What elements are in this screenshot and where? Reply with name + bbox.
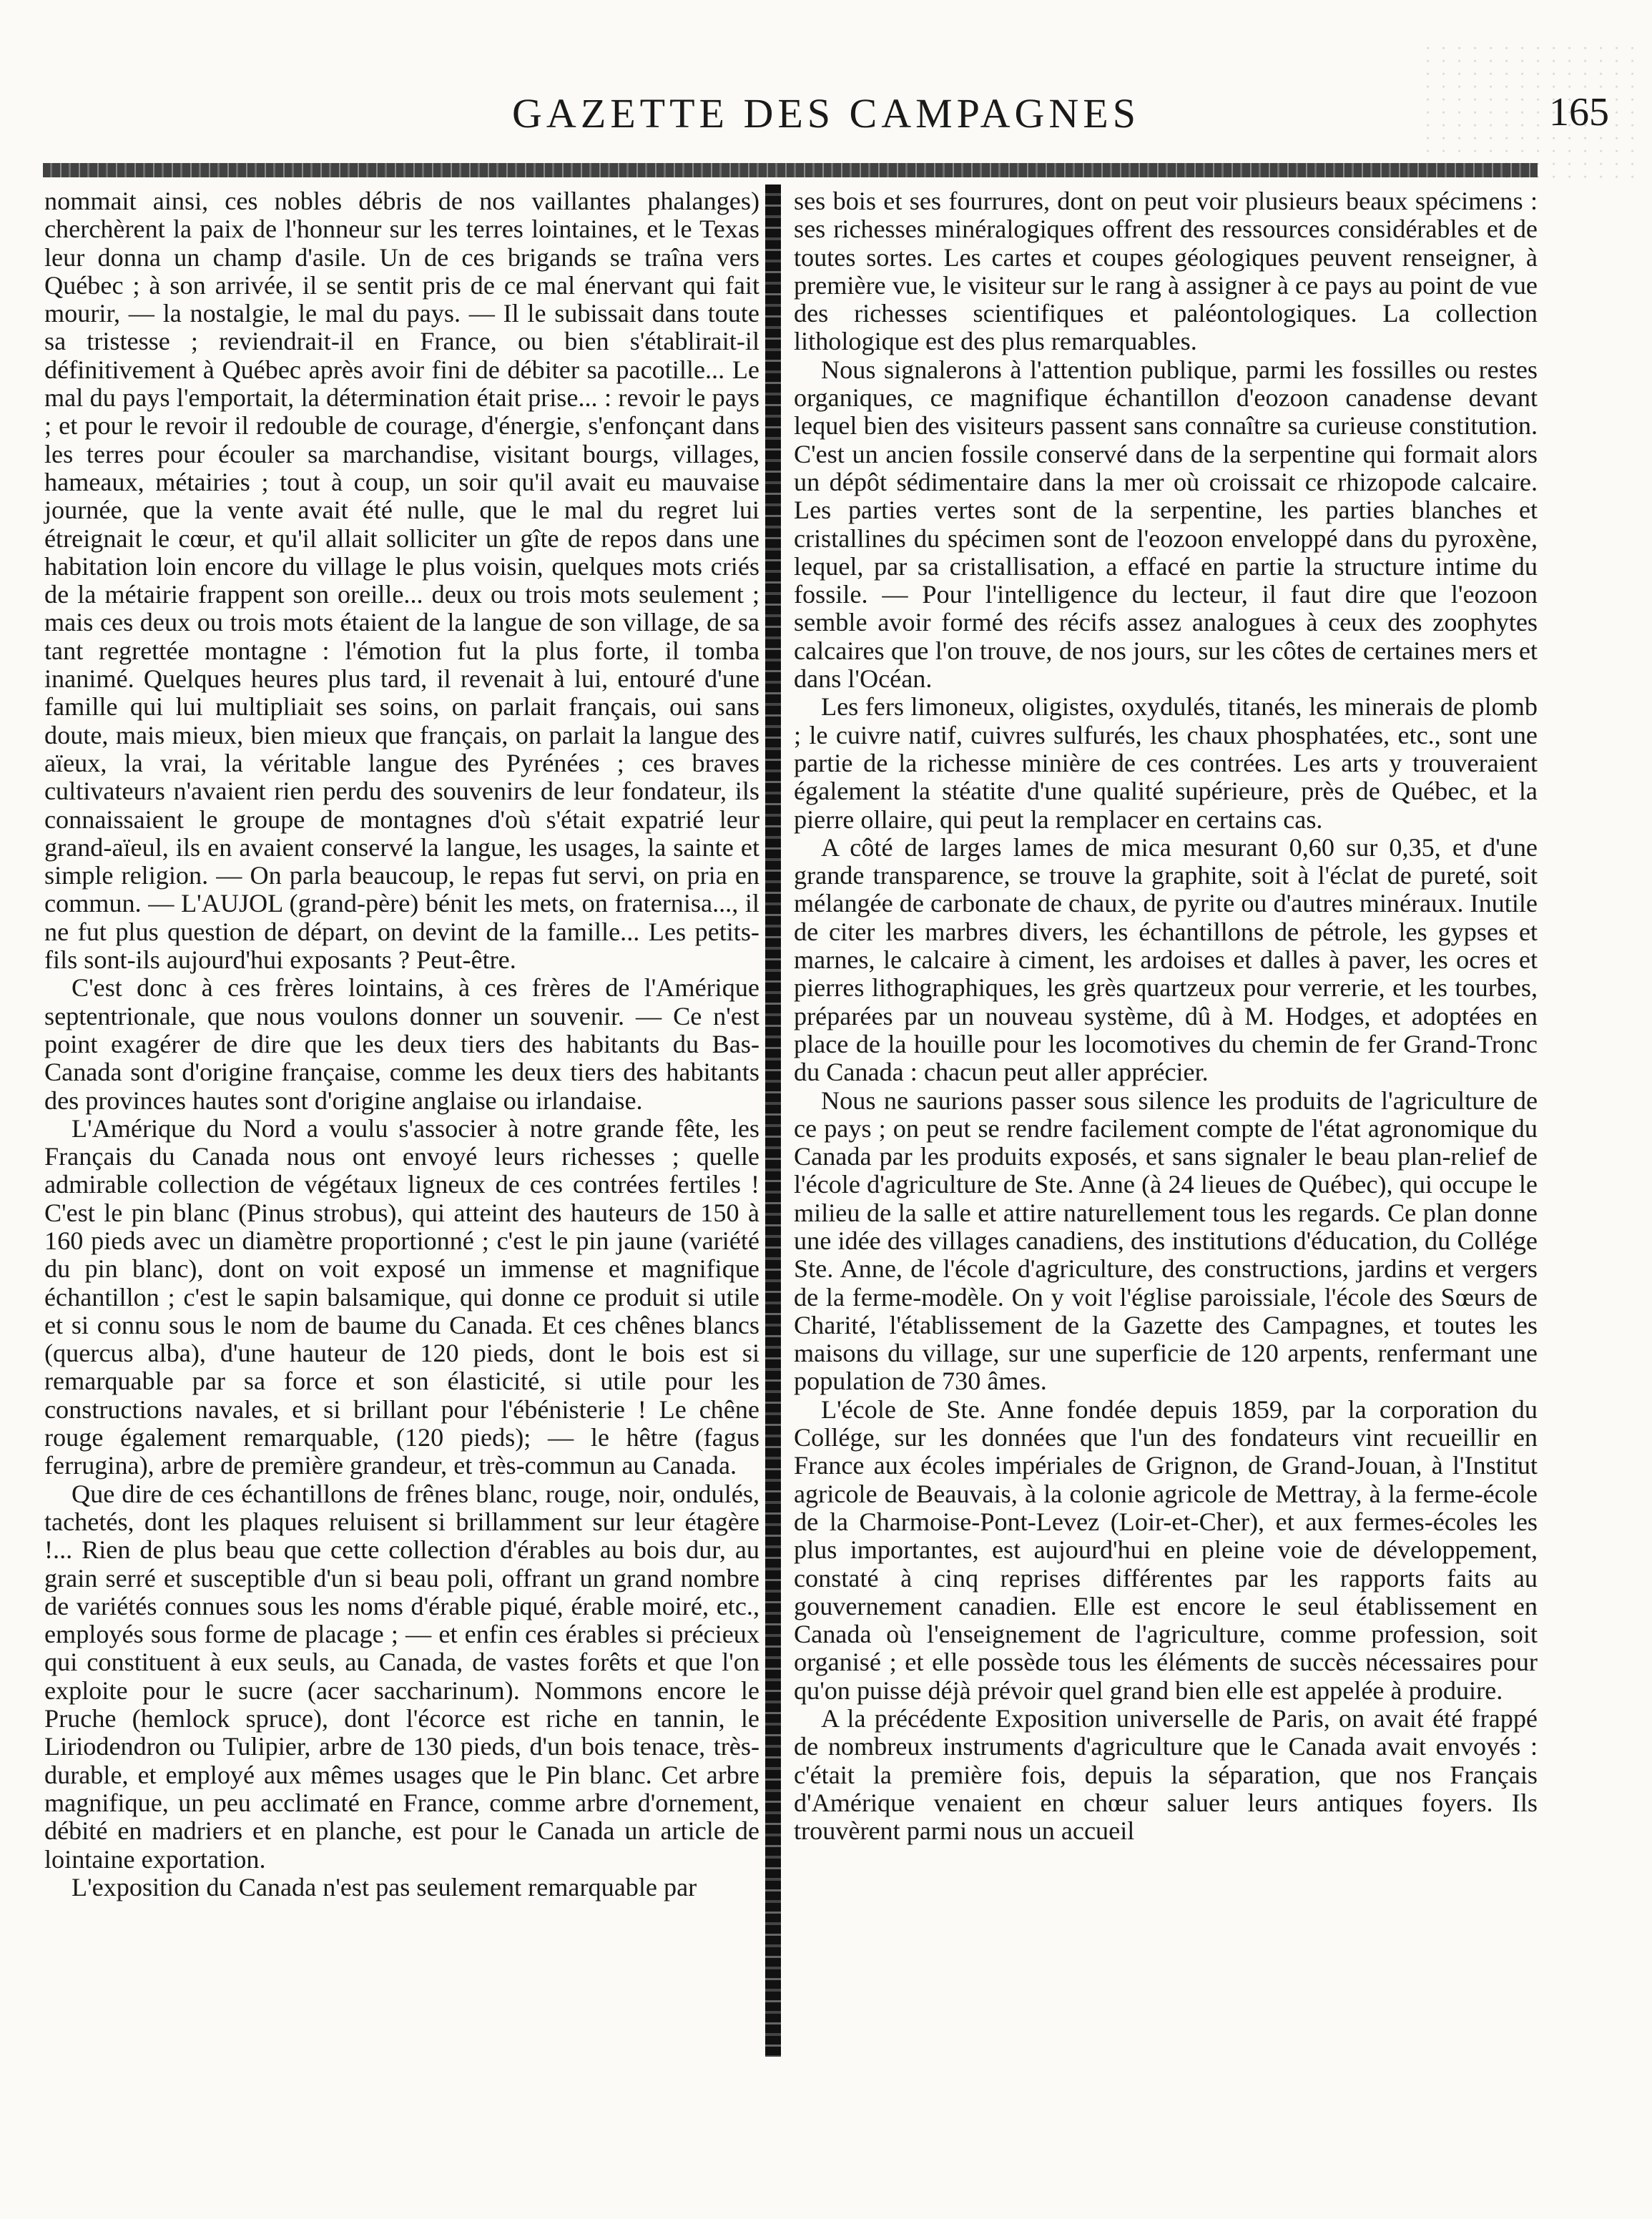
- paragraph: Nous ne saurions passer sous silence les produits de l'agriculture de ce pays ; on peut se rendre facilement compte de l'état agronomique du Canada par les produits exposés, et sans signaler le beau plan-relief de l'école d'agriculture de Ste. Anne (à 24 lieues de Québec), qui occupe le milieu de la salle et attire naturellement tous les regards. Ce plan donne une idée des villages canadiens, des institutions d'éducation, du Collége Ste. Anne, de l'école d'agriculture, des constructions, jardins et vergers de la ferme-modèle. On y voit l'église paroissiale, l'école des Sœurs de Charité, l'établissement de la Gazette des Campagnes, et toutes les maisons du village, sur une superficie de 120 arpents, renfermant une population de 730 âmes.: [794, 1086, 1538, 1396]
- column-divider-ornament: [765, 184, 781, 2057]
- paragraph: nommait ainsi, ces nobles débris de nos vaillantes phalanges) cherchèrent la paix de l'honneur sur les terres lointaines, et le Texas leur donna un champ d'asile. Un de ces brigands se traîna vers Québec ; à son arrivée, il se sentit pris de ce mal énervant qui fait mourir, — la nostalgie, le mal du pays. — Il le subissait dans toute sa tristesse ; reviendrait-il en France, ou bien s'établirait-il définitivement à Québec après avoir fini de débiter sa pacotille... Le mal du pays l'emportait, la détermination était prise... : revoir le pays ; et pour le revoir il redouble de courage, d'énergie, s'enfonçant dans les terres pour écouler sa marchandise, visitant bourgs, villages, hameaux, métairies ; tout à coup, un soir qu'il avait eu mauvaise journée, que la vente avait été nulle, que le mal du regret lui étreignait le cœur, et qu'il allait solliciter un gîte de repos dans une habitation loin encore du village le plus voisin, quelques mots criés de la métairie frappent son oreille... deux ou trois mots seulement ; mais ces deux ou trois mots étaient de la langue de son village, de sa tant regrettée montagne : l'émotion fut la plus forte, il tomba inanimé. Quelques heures plus tard, il revenait à lui, entouré d'une famille qui lui multipliait ses soins, on parlait français, oui sans doute, mais mieux, bien mieux que français, on parlait la langue des aïeux, la vrai, la véritable langue des Pyrénées ; ces braves cultivateurs n'avaient rien perdu des souvenirs de leur fondateur, ils connaissaient le groupe de montagnes d'où s'était expatrié leur grand-aïeul, ils en avaient conservé la langue, les usages, la sainte et simple religion. — On parla beaucoup, le repas fut servi, on pria en commun. — L'AUJOL (grand-père) bénit les mets, on fraternisa..., il ne fut plus question de départ, on devint de la famille... Les petits-fils sont-ils aujourd'hui exposants ? Peut-être.: [44, 187, 759, 975]
- page-header: [43, 89, 1609, 147]
- paragraph: ses bois et ses fourrures, dont on peut voir plusieurs beaux spécimens : ses richesses minéralogiques offrent des ressources considérables et de toutes sortes. Les cartes et coupes géologiques peuvent renseigner, à première vue, le visiteur sur le rang à assigner à ce pays au point de vue des richesses scientifiques et paléontologiques. La collection lithologique est des plus remarquables.: [794, 187, 1538, 356]
- page-number: 165: [1549, 90, 1609, 134]
- paragraph: L'exposition du Canada n'est pas seulement remarquable par: [72, 1872, 697, 1901]
- header-ornamental-rule: [43, 163, 1538, 177]
- paragraph: Nous signalerons à l'attention publique, parmi les fossilles ou restes organiques, ce magnifique échantillon d'eozoon canadense devant lequel bien des visiteurs passent sans connaître sa curieuse constitution. C'est un ancien fossile conservé dans de la serpentine qui formait alors un dépôt sédimentaire dans la mer où croissait ce rhizopode calcaire. Les parties vertes sont de la serpentine, les parties blanches et cristallines du spécimen sont de l'eozoon enveloppé dans du pyroxène, lequel, par sa cristallisation, a effacé en partie la structure intime du fossile. — Pour l'intelligence du lecteur, il faut dire que l'eozoon semble avoir formé des récifs assez analogues à ceux des zoophytes calcaires que l'on trouve, de nos jours, sur les côtes de certaines mers et dans l'Océan.: [794, 355, 1538, 694]
- left-column: [44, 187, 759, 1901]
- paragraph: A côté de larges lames de mica mesurant 0,60 sur 0,35, et d'une grande transparence, se trouve la graphite, soit à l'éclat de pureté, soit mélangée de carbonate de chaux, de pyrite ou d'autres minéraux. Inutile de citer les marbres divers, les échantillons de pétrole, les gypses et marnes, le calcaire à ciment, les ardoises et dalles à paver, les ocres et pierres lithographiques, les grès quartzeux pour verrerie, et les tourbes, préparées par un nouveau système, dû à M. Hodges, et adoptées en place de la houille pour les locomotives du chemin de fer Grand-Tronc du Canada : chacun peut aller apprécier.: [794, 832, 1538, 1087]
- paragraph: Les fers limoneux, oligistes, oxydulés, titanés, les minerais de plomb ; le cuivre natif, cuivres sulfurés, les chaux phosphatées, etc., sont une partie de la richesse minière de ces contrées. Les arts y trouveraient également la stéatite d'une qualité supérieure, près de Québec, et la pierre ollaire, qui peut la remplacer en certains cas.: [794, 692, 1538, 834]
- paragraph: A la précédente Exposition universelle de Paris, on avait été frappé de nombreux instruments d'agriculture que le Canada avait envoyés : c'était la première fois, depuis la séparation, que nos Français d'Amérique venaient en chœur saluer leurs antiques foyers. Ils trouvèrent parmi nous un accueil: [794, 1704, 1538, 1846]
- paragraph: L'Amérique du Nord a voulu s'associer à notre grande fête, les Français du Canada nous ont envoyé leurs richesses ; quelle admirable collection de végétaux ligneux de ces contrées fertiles ! C'est le pin blanc (Pinus strobus), qui atteint des hauteurs de 150 à 160 pieds avec un diamètre proportionné ; c'est le pin jaune (variété du pin blanc), dont on voit exposé un immense et magnifique échantillon ; c'est le sapin balsamique, qui donne ce produit si utile et si connu sous le nom de baume du Canada. Et ces chênes blancs (quercus alba), d'une hauteur de 120 pieds, dont le bois est si remarquable par sa force et son élasticité, si utile pour les constructions navales, et si brillant pour l'ébénisterie ! Le chêne rouge également remarquable, (120 pieds); — le hêtre (fagus ferrugina), arbre de première grandeur, et très-commun au Canada.: [44, 1113, 759, 1480]
- right-column: [794, 187, 1538, 1846]
- paragraph: C'est donc à ces frères lointains, à ces frères de l'Amérique septentrionale, que nous voulons donner un souvenir. — Ce n'est point exagérer de dire que les deux tiers des habitants du Bas-Canada sont d'origine française, comme les deux tiers des habitants des provinces hautes sont d'origine anglaise ou irlandaise.: [44, 973, 759, 1115]
- paragraph: L'école de Ste. Anne fondée depuis 1859, par la corporation du Collége, sur les données que l'un des fondateurs vint recueillir en France aux écoles impériales de Grignon, de Grand-Jouan, à l'Institut agricole de Beauvais, à la colonie agricole de Mettray, à la ferme-école de la Charmoise-Pont-Levez (Loir-et-Cher), et aux fermes-écoles les plus importantes, est aujourd'hui en pleine voie de développement, constaté à cinq reprises différentes par les rapports faits au gouvernement canadien. Elle est encore le seul établissement en Canada où l'enseignement de l'agriculture, comme profession, soit organisé ; et elle possède tous les éléments de succès nécessaires pour qu'on puisse déjà prévoir quel grand bien elle est appelée à produire.: [794, 1394, 1538, 1705]
- paragraph: Que dire de ces échantillons de frênes blanc, rouge, noir, ondulés, tachetés, dont les plaques reluisent si brillamment sur leur étagère !... Rien de plus beau que cette collection d'érables au bois dur, au grain serré et susceptible d'un si beau poli, offrant un grand nombre de variétés connues sous les noms d'érable piqué, érable moiré, etc., employés sous forme de placage ; — et enfin ces érables si précieux qui constituent à eux seuls, au Canada, de vastes forêts et que l'on exploite pour le sucre (acer saccharinum). Nommons encore le Pruche (hemlock spruce), dont l'écorce est riche en tannin, le Liriodendron ou Tulipier, arbre de 130 pieds, d'un bois tenace, très-durable, et employé aux mêmes usages que le Pin blanc. Cet arbre magnifique, un peu acclimaté en France, comme arbre d'ornement, débité en madriers et en planche, est pour le Canada un article de lointaine exportation.: [44, 1479, 759, 1874]
- running-title: GAZETTE DES CAMPAGNES: [512, 90, 1140, 137]
